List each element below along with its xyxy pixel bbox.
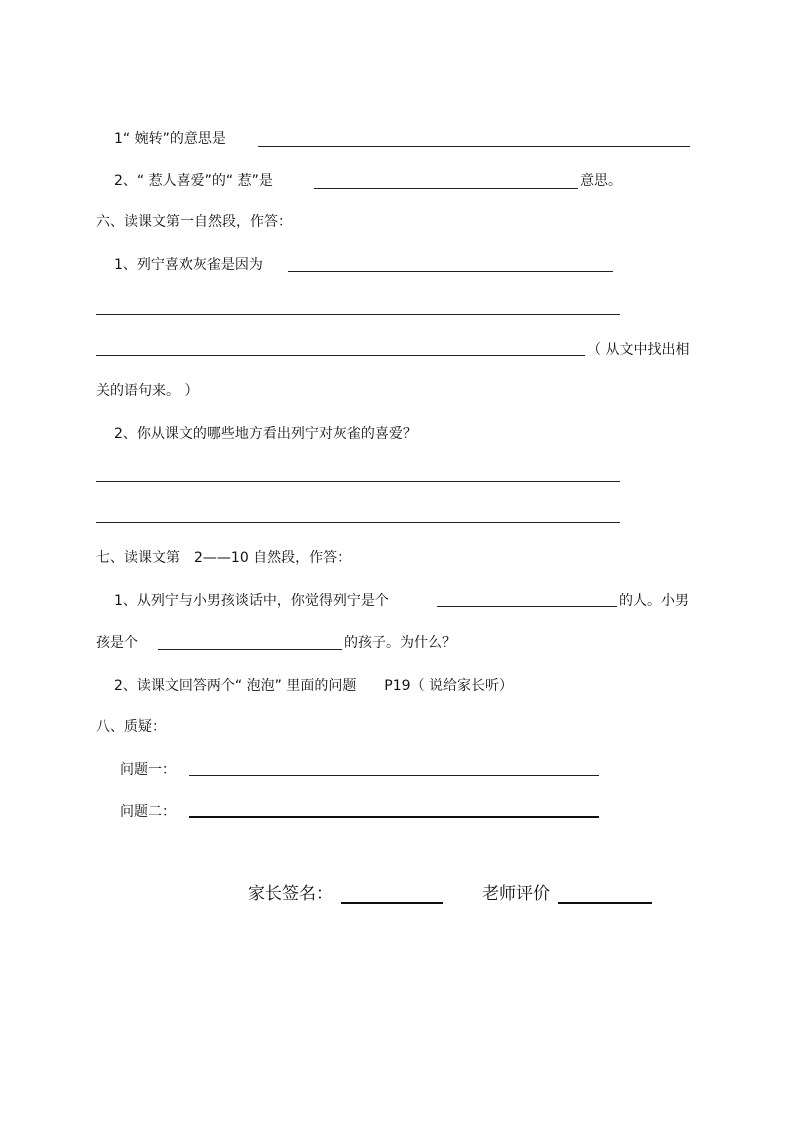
- s7-q2-label: 2、读课文回答两个“ 泡泡” 里面的问题 P19（ 说给家长听）: [114, 678, 514, 694]
- s6-q2-label: 2、你从课文的哪些地方看出列宁对灰雀的喜爱？: [114, 426, 417, 442]
- question1-answer-line[interactable]: [189, 775, 599, 776]
- s7-q1-mid: 的人。小男: [619, 593, 689, 609]
- question1-label: 问题一：: [120, 762, 176, 778]
- q-re-suffix: 意思。: [580, 173, 622, 189]
- s6-q1-answer-line-1[interactable]: [288, 271, 613, 272]
- s7-q1-label: 1、从列宁与小男孩谈话中，你觉得列宁是个: [114, 593, 389, 609]
- s7-q1-line2-prefix: 孩是个: [96, 635, 138, 651]
- s6-q1-note-b: 关的语句来。 ）: [96, 383, 199, 399]
- q-re-label: 2、“ 惹人喜爱”的“ 惹”是: [114, 173, 273, 189]
- teacher-eval-label: 老师评价: [482, 884, 550, 904]
- s6-q1-answer-line-3[interactable]: [96, 355, 585, 356]
- parent-signature-line[interactable]: [341, 902, 443, 904]
- s6-q1-label: 1、列宁喜欢灰雀是因为: [114, 257, 263, 273]
- s6-q2-answer-line-1[interactable]: [96, 481, 620, 482]
- question2-answer-line[interactable]: [189, 816, 599, 818]
- section7-title: 七、读课文第 2——10 自然段，作答：: [96, 550, 352, 566]
- parent-signature-label: 家长签名：: [248, 884, 333, 904]
- question2-label: 问题二：: [120, 804, 176, 820]
- s6-q2-answer-line-2[interactable]: [96, 522, 620, 523]
- s6-q1-answer-line-2[interactable]: [96, 314, 620, 315]
- s6-q1-note-a: （ 从文中找出相: [587, 342, 690, 358]
- answer-line-re[interactable]: [314, 188, 578, 189]
- section8-title: 八、质疑：: [96, 719, 166, 735]
- answer-line-wanzhuan[interactable]: [258, 146, 690, 147]
- s7-q1-line2-suffix: 的孩子。为什么？: [344, 635, 456, 651]
- teacher-eval-line[interactable]: [558, 902, 652, 904]
- s7-q1-answer-line-1[interactable]: [437, 606, 617, 607]
- s7-q1-answer-line-2[interactable]: [158, 649, 342, 650]
- section6-title: 六、读课文第一自然段，作答：: [96, 214, 292, 230]
- q-wanzhuan-label: 1“ 婉转”的意思是: [114, 131, 226, 147]
